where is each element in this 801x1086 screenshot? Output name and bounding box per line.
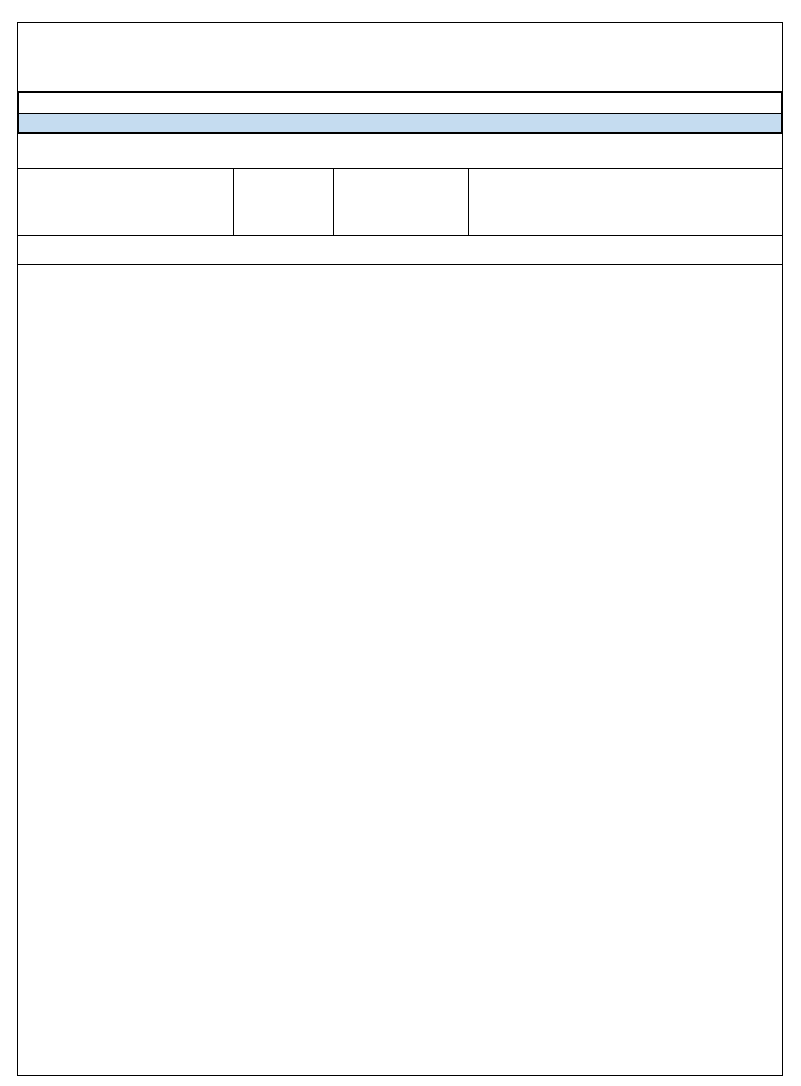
season-wish <box>18 236 782 265</box>
classement-block <box>18 133 782 169</box>
concours-groupe-deadline <box>234 169 334 235</box>
retour-block <box>18 169 782 236</box>
coupe-broye-deadlines <box>334 169 469 235</box>
retour-label <box>18 169 234 235</box>
schedule-page <box>17 22 783 1076</box>
schedule-table <box>18 92 782 133</box>
bottom-section <box>18 133 782 285</box>
footer-note <box>18 265 782 285</box>
section-tirs-row <box>19 93 782 114</box>
section-tirs <box>19 93 782 114</box>
training-band-1 <box>19 114 782 133</box>
page-title <box>18 23 782 92</box>
classement-text <box>222 134 782 168</box>
classement-label <box>18 134 222 168</box>
